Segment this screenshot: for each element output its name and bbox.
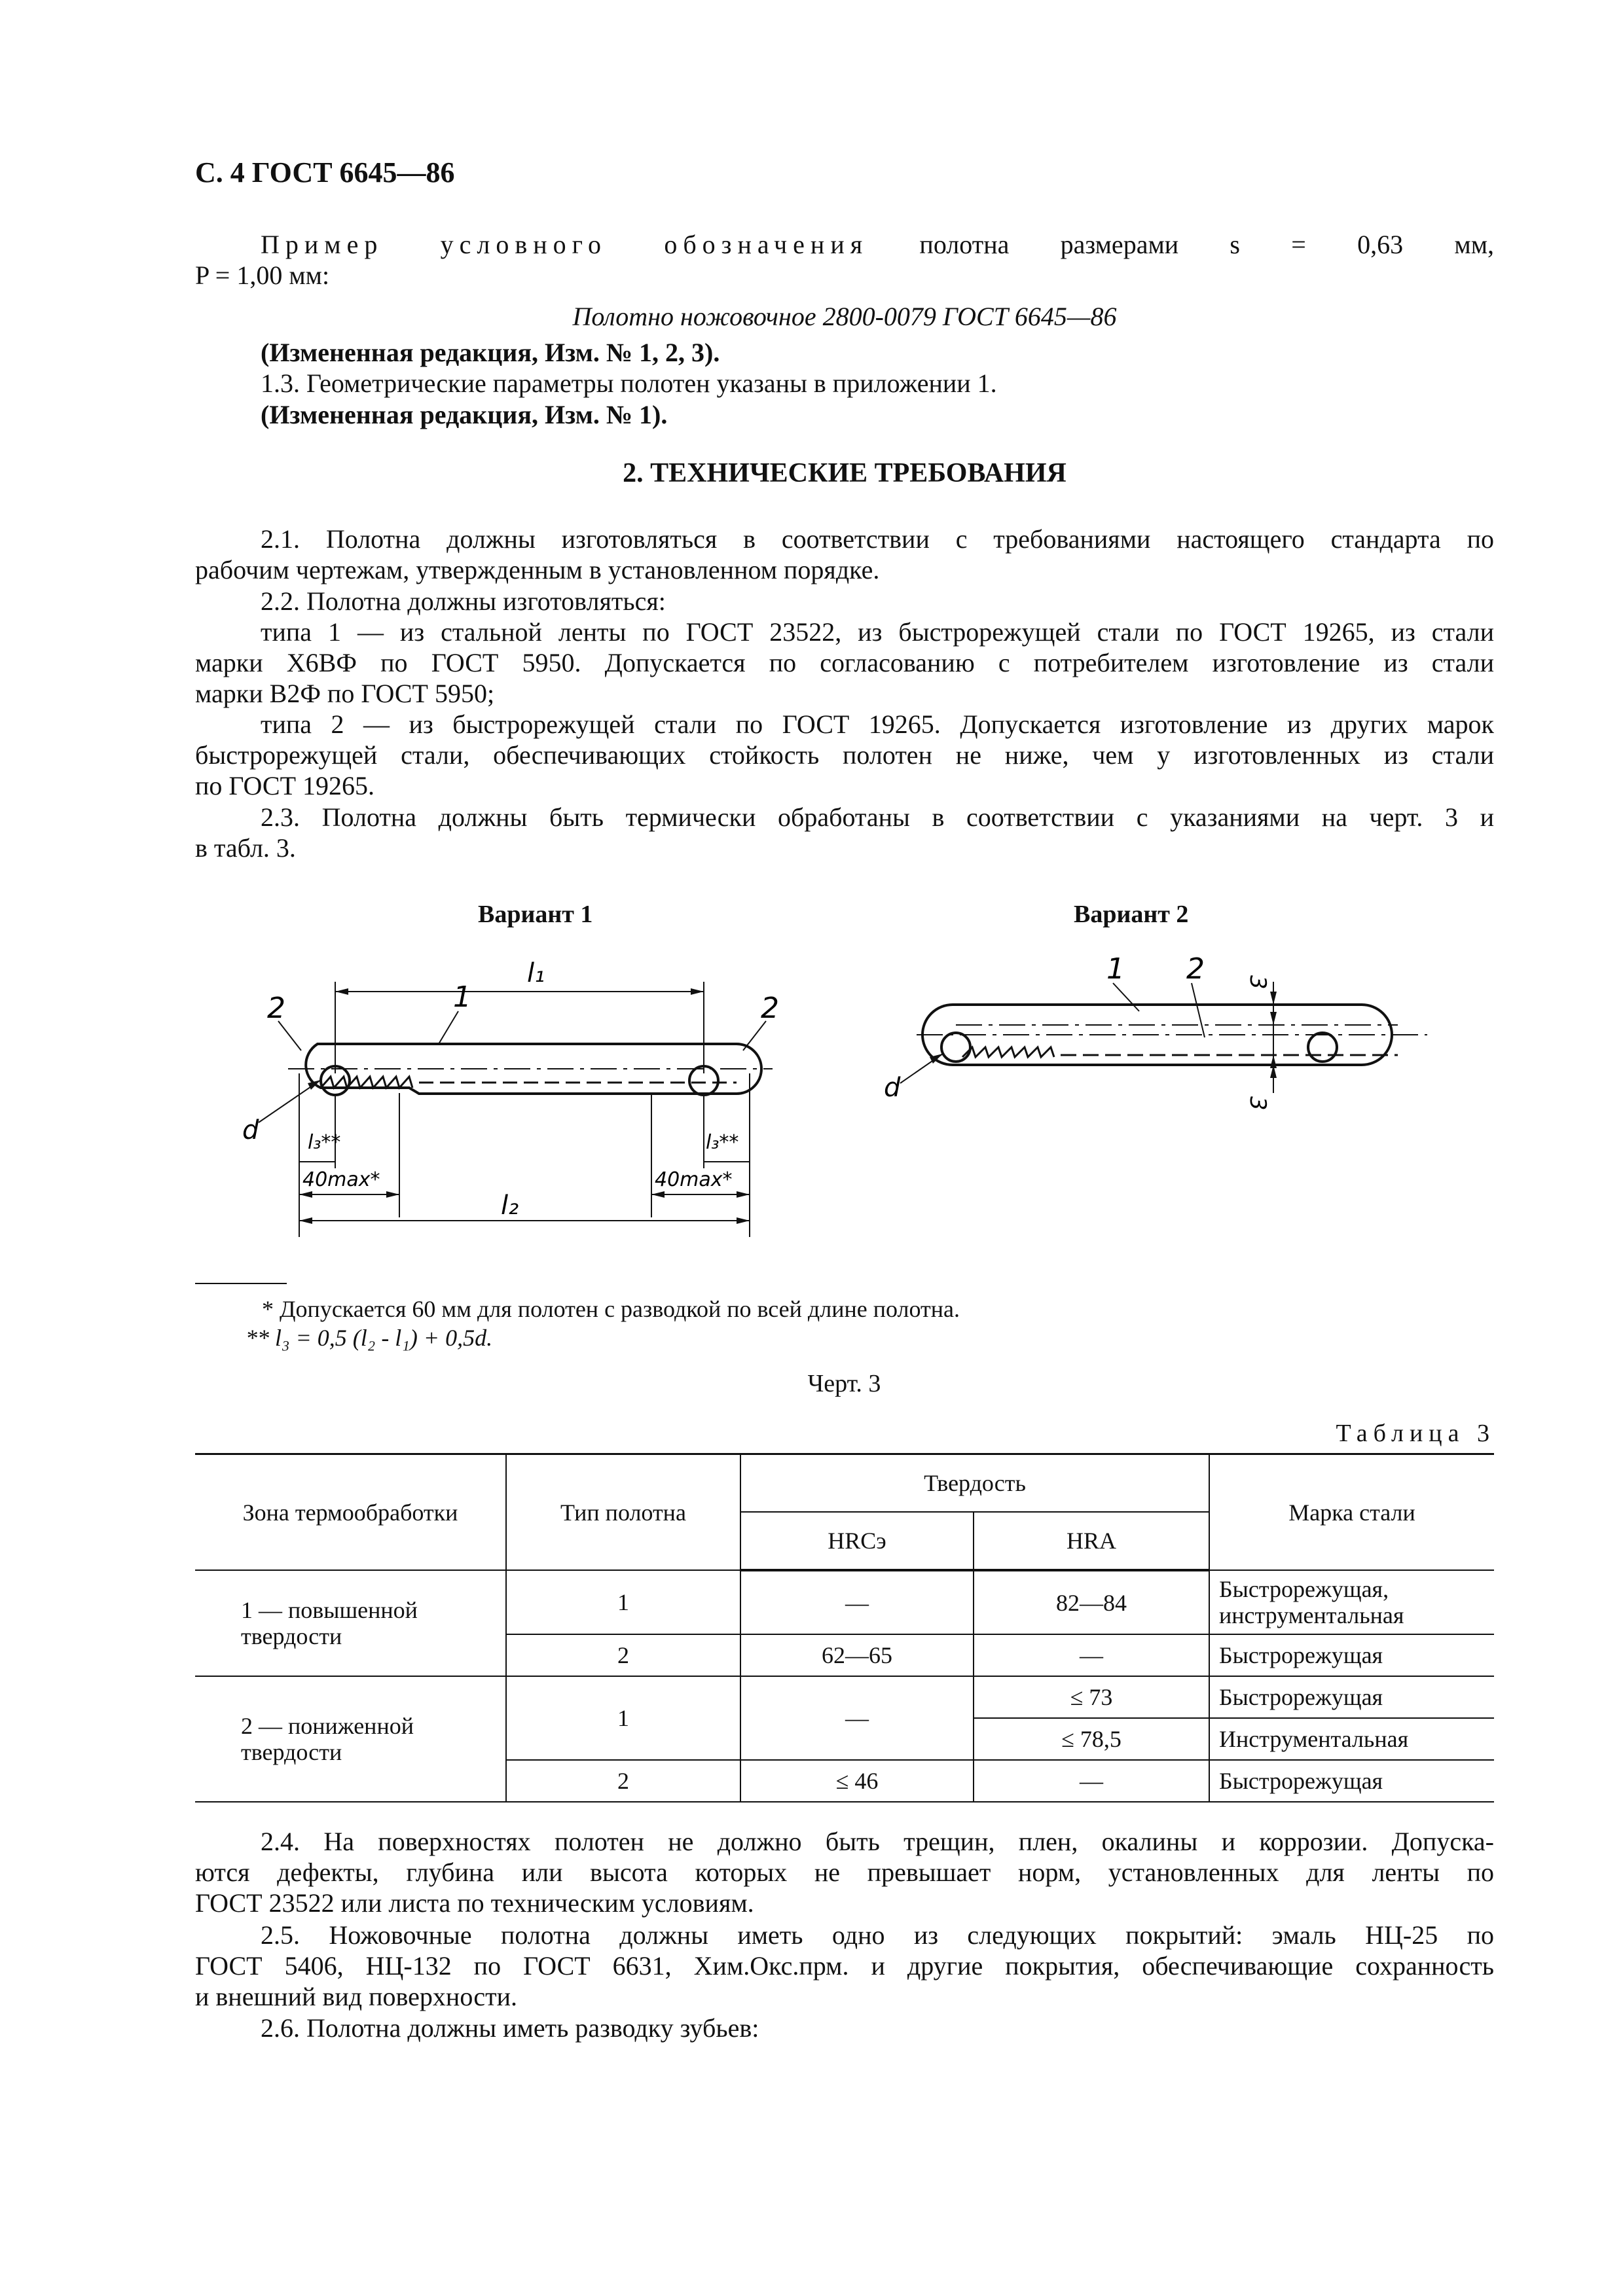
cell-steel: Быстрорежущая <box>1209 1634 1494 1676</box>
v1-label-zone2-left: 2 <box>267 992 285 1025</box>
table-title: Таблица 3 <box>1336 1420 1495 1447</box>
table-row <box>195 1676 1494 1718</box>
v1-label-max-left: 40max* <box>302 1168 380 1191</box>
header-hra: HRA <box>974 1512 1209 1570</box>
paragraph-1-3-amendment: (Измененная редакция, Изм. № 1). <box>261 400 668 429</box>
v1-label-l3-right: l₃** <box>706 1131 739 1154</box>
v1-label-l3-left: l₃** <box>308 1131 341 1154</box>
p23-line-1: 2.3. Полотна должны быть термически обработаны в соответствии с указаниями на черт. 3 и <box>261 802 1494 832</box>
example-line-2: P = 1,00 мм: <box>195 260 330 290</box>
footnote-1: * Допускается 60 мм для полотен с разводкой по всей длине полотна. <box>262 1296 960 1322</box>
v2-label-dim-bottom: 3 <box>1245 1096 1271 1111</box>
page-header: С. 4 ГОСТ 6645—86 <box>195 156 455 188</box>
cell-zone: 1 — повышенной твердости <box>195 1570 506 1676</box>
section-title: 2. ТЕХНИЧЕСКИЕ ТРЕБОВАНИЯ <box>623 458 1067 488</box>
table-row <box>195 1570 1494 1634</box>
cell-hrc: ≤ 46 <box>740 1760 974 1802</box>
p22-type2-line-1: типа 2 — из быстрорежущей стали по ГОСТ 19265. Допускается изготовление из других марок <box>261 709 1494 739</box>
v1-label-max-right: 40max* <box>655 1168 733 1191</box>
cell-hrc: — <box>740 1570 974 1634</box>
v1-label-l2: l₂ <box>501 1191 519 1221</box>
cell-zone: 2 — пониженной твердости <box>195 1676 506 1802</box>
header-type: Тип полотна <box>506 1454 740 1571</box>
v2-label-zone1: 1 <box>1106 952 1125 986</box>
cell-hrc: — <box>740 1676 974 1760</box>
cell-hra: ≤ 78,5 <box>974 1718 1209 1760</box>
v2-label-zone2: 2 <box>1186 952 1205 986</box>
p25-line-3: и внешний вид поверхности. <box>195 1982 517 2011</box>
example-paragraph <box>195 229 1494 291</box>
p22-type1-line-1: типа 1 — из стальной ленты по ГОСТ 23522, из быстрорежущей стали по ГОСТ 19265, из стали <box>261 617 1494 647</box>
p24-line-3: ГОСТ 23522 или листа по техническим условиям. <box>195 1888 754 1918</box>
variant-2-title: Вариант 2 <box>1074 901 1189 928</box>
example-label: Пример условного обозначения <box>261 230 869 259</box>
p22-type1-line-3: марки В2Ф по ГОСТ 5950; <box>195 679 495 708</box>
cell-hra: 82—84 <box>974 1570 1209 1634</box>
p21-line-1: 2.1. Полотна должны изготовляться в соответствии с требованиями настоящего стандарта по <box>261 524 1494 554</box>
v1-label-l1: l₁ <box>527 958 545 988</box>
example-designation: Полотно ножовочное 2800-0079 ГОСТ 6645—86 <box>572 302 1117 331</box>
p23-line-2: в табл. 3. <box>195 833 296 863</box>
paragraph-2-6: 2.6. Полотна должны иметь разводку зубьев: <box>261 2013 759 2043</box>
cell-steel: Быстрорежущая <box>1209 1760 1494 1802</box>
p25-line-2: ГОСТ 5406, НЦ-132 по ГОСТ 6631, Хим.Окс.прм. и другие покрытия, обеспечивающие сохранность <box>195 1951 1494 1981</box>
p24-line-2: ются дефекты, глубина или высота которых не превышает норм, установленных для ленты по <box>195 1857 1494 1887</box>
v1-label-zone1: 1 <box>453 980 471 1014</box>
footnote-2: ** l₃ = 0,5 (l₂ - l₁) + 0,5d. <box>246 1325 493 1351</box>
variant-2-drawing <box>864 942 1453 1152</box>
p22-type2-line-3: по ГОСТ 19265. <box>195 771 375 800</box>
header-hrc: HRCэ <box>740 1512 974 1570</box>
header-hardness: Твердость <box>740 1454 1209 1513</box>
paragraph-1-3: 1.3. Геометрические параметры полотен указаны в приложении 1. <box>261 368 997 398</box>
v1-label-d: d <box>242 1115 259 1145</box>
figure-caption: Черт. 3 <box>807 1370 881 1397</box>
cell-hra: — <box>974 1634 1209 1676</box>
v2-label-dim-top: 3 <box>1245 975 1271 990</box>
cell-type: 2 <box>506 1634 740 1676</box>
p22-type1-line-2: марки Х6ВФ по ГОСТ 5950. Допускается по согласованию с потребителем изготовление из стали <box>195 648 1494 677</box>
table-3 <box>195 1453 1494 1803</box>
cell-type: 1 <box>506 1570 740 1634</box>
example-line-1 <box>195 229 1494 260</box>
p21-line-2: рабочим чертежам, утвержденным в установленном порядке. <box>195 555 880 584</box>
p24-line-1: 2.4. На поверхностях полотен не должно быть трещин, плен, окалины и коррозии. Допуска- <box>261 1827 1494 1856</box>
p22-type2-line-2: быстрорежущей стали, обеспечивающих стойкость полотен не ниже, чем у изготовленных из стали <box>195 740 1494 770</box>
p22-intro: 2.2. Полотна должны изготовляться: <box>261 586 666 616</box>
cell-steel: Быстрорежущая, инструментальная <box>1209 1570 1494 1634</box>
cell-steel: Инструментальная <box>1209 1718 1494 1760</box>
p25-line-1: 2.5. Ножовочные полотна должны иметь одно из следующих покрытий: эмаль НЦ-25 по <box>261 1920 1494 1950</box>
cell-type: 2 <box>506 1760 740 1802</box>
paragraph-2-5 <box>195 1920 1494 2012</box>
cell-type: 1 <box>506 1676 740 1760</box>
paragraph-2-4 <box>195 1826 1494 1918</box>
paragraph-2-1 <box>195 524 1494 585</box>
v2-label-d: d <box>884 1073 901 1103</box>
cell-hrc: 62—65 <box>740 1634 974 1676</box>
variant-1-drawing <box>223 942 812 1244</box>
example-line1-rest: полотна размерами s = 0,63 мм, <box>919 230 1495 259</box>
footnote-rule <box>195 1283 287 1284</box>
variant-1-title: Вариант 1 <box>478 901 593 928</box>
cell-hra: — <box>974 1760 1209 1802</box>
paragraph-2-2 <box>195 586 1494 801</box>
v1-label-zone2-right: 2 <box>761 992 779 1025</box>
example-amendment: (Измененная редакция, Изм. № 1, 2, 3). <box>261 338 720 367</box>
header-zone: Зона термообработки <box>195 1454 506 1571</box>
paragraph-2-3 <box>195 802 1494 863</box>
cell-hra: ≤ 73 <box>974 1676 1209 1718</box>
header-steel: Марка стали <box>1209 1454 1494 1571</box>
cell-steel: Быстрорежущая <box>1209 1676 1494 1718</box>
